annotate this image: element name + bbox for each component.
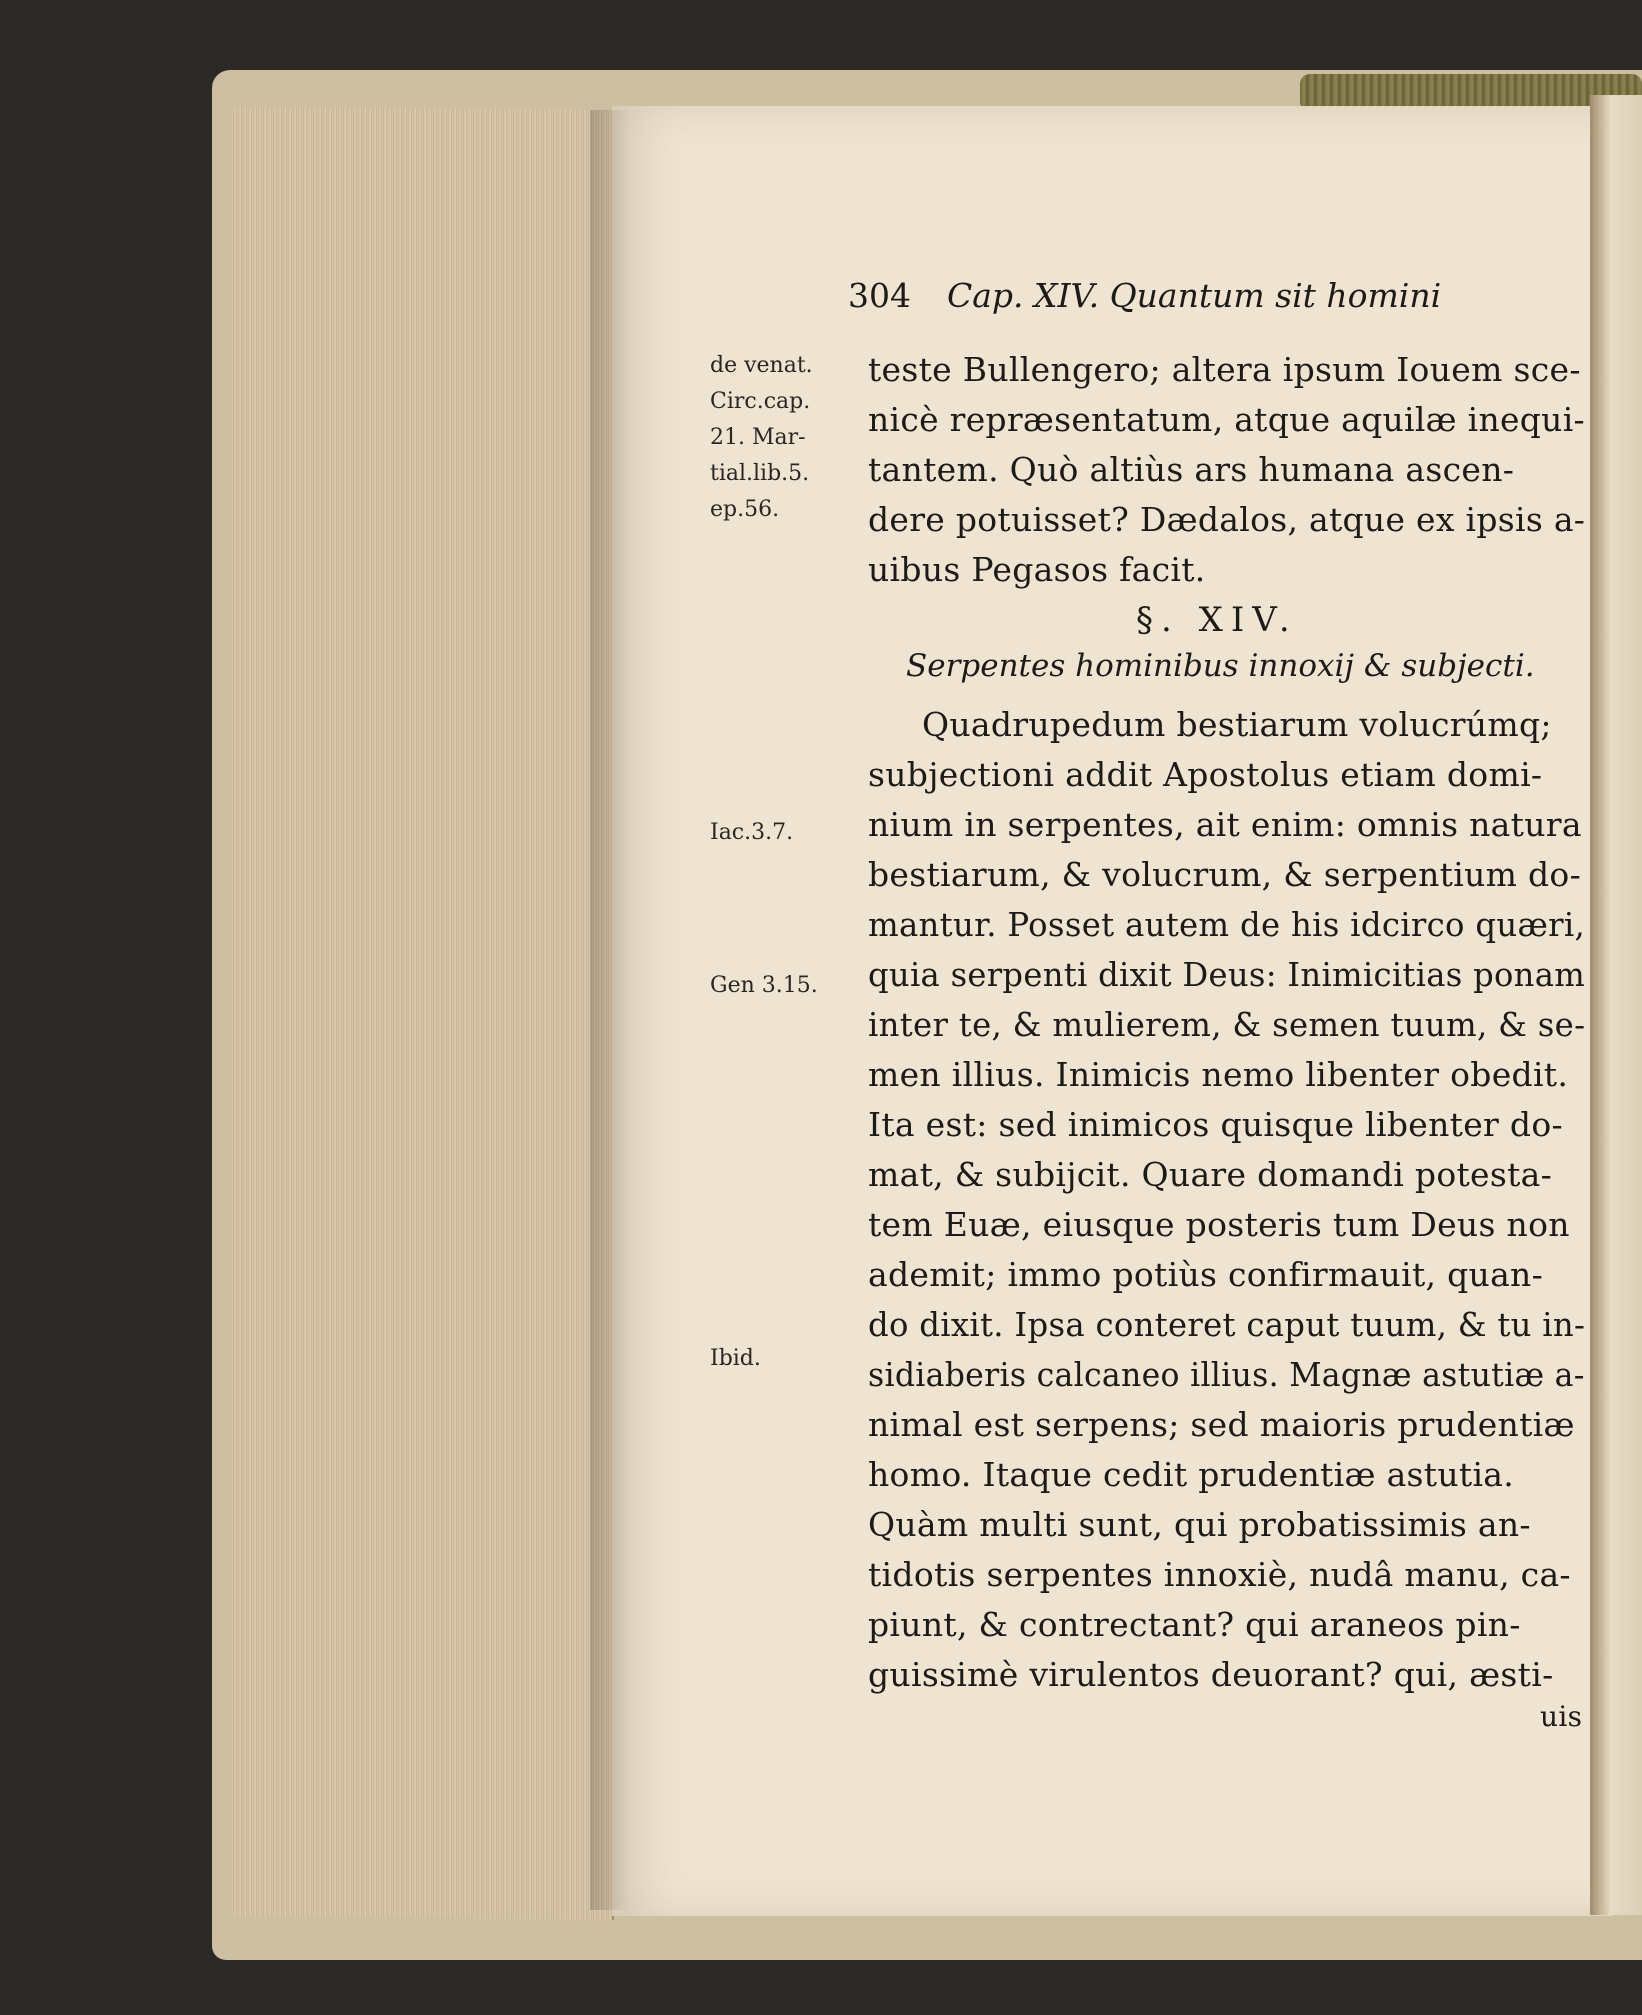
body-line: dere potuisset? Dædalos, atque ex ipsis a- — [868, 500, 1586, 539]
margin-note-ibid: Ibid. — [710, 1346, 761, 1371]
margin-note-gen: Gen 3.15. — [710, 973, 818, 998]
body-line: mantur. Posset autem de his idcirco quæri, — [868, 905, 1586, 944]
facing-page-edge — [1590, 95, 1642, 1915]
page-fore-edge — [232, 106, 614, 1920]
body-line: sidiaberis calcaneo illius. Magnæ astutiæ a- — [868, 1355, 1585, 1394]
body-line: guissimè virulentos deuorant? qui, æsti- — [868, 1655, 1554, 1694]
margin-note-iac: Iac.3.7. — [710, 820, 794, 845]
body-line: bestiarum, & volucrum, & serpentium do- — [868, 855, 1582, 894]
margin-note-line: 21. Mar- — [710, 425, 806, 450]
body-line: inter te, & mulierem, & semen tuum, & se- — [868, 1005, 1586, 1044]
section-subtitle: Serpentes hominibus innoxij & subjecti. — [906, 648, 1535, 684]
body-line: Quàm multi sunt, qui probatissimis an- — [868, 1505, 1531, 1544]
body-line: uibus Pegasos facit. — [868, 550, 1206, 589]
body-line: quia serpenti dixit Deus: Inimicitias ponam — [868, 955, 1586, 994]
body-line: ademit; immo potiùs confirmauit, quan- — [868, 1255, 1544, 1294]
section-heading: §. XIV. — [1136, 600, 1298, 640]
page-shadow — [590, 110, 630, 1910]
margin-note-line: Circ.cap. — [710, 389, 811, 414]
body-line: tantem. Quò altiùs ars humana ascen- — [868, 450, 1515, 489]
body-line: tidotis serpentes innoxiè, nudâ manu, ca- — [868, 1555, 1571, 1594]
body-line: do dixit. Ipsa conteret caput tuum, & tu in- — [868, 1305, 1586, 1344]
body-line: men illius. Inimicis nemo libenter obedit. — [868, 1055, 1569, 1094]
body-line: tem Euæ, eiusque posteris tum Deus non — [868, 1205, 1570, 1244]
body-line: Quadrupedum bestiarum volucrúmq; — [922, 705, 1552, 744]
margin-note-line: ep.56. — [710, 497, 780, 522]
body-line: nicè repræsentatum, atque aquilæ inequi- — [868, 400, 1585, 439]
margin-note-line: tial.lib.5. — [710, 461, 810, 486]
body-line: teste Bullengero; altera ipsum Iouem sce- — [868, 350, 1581, 389]
body-line: homo. Itaque cedit prudentiæ astutia. — [868, 1455, 1515, 1494]
body-line: nimal est serpens; sed maioris prudentiæ — [868, 1405, 1575, 1444]
page-number: 304 — [848, 276, 911, 315]
body-line: subjectioni addit Apostolus etiam domi- — [868, 755, 1543, 794]
catchword: uis — [1540, 1700, 1583, 1733]
body-line: mat, & subijcit. Quare domandi potesta- — [868, 1155, 1553, 1194]
body-line: nium in serpentes, ait enim: omnis natura — [868, 805, 1582, 844]
running-title: Cap. XIV. Quantum sit homini — [947, 276, 1442, 315]
running-header — [848, 276, 1441, 315]
body-line: Ita est: sed inimicos quisque libenter do- — [868, 1105, 1563, 1144]
body-line: piunt, & contrectant? qui araneos pin- — [868, 1605, 1521, 1644]
margin-note-line: de venat. — [710, 353, 813, 378]
